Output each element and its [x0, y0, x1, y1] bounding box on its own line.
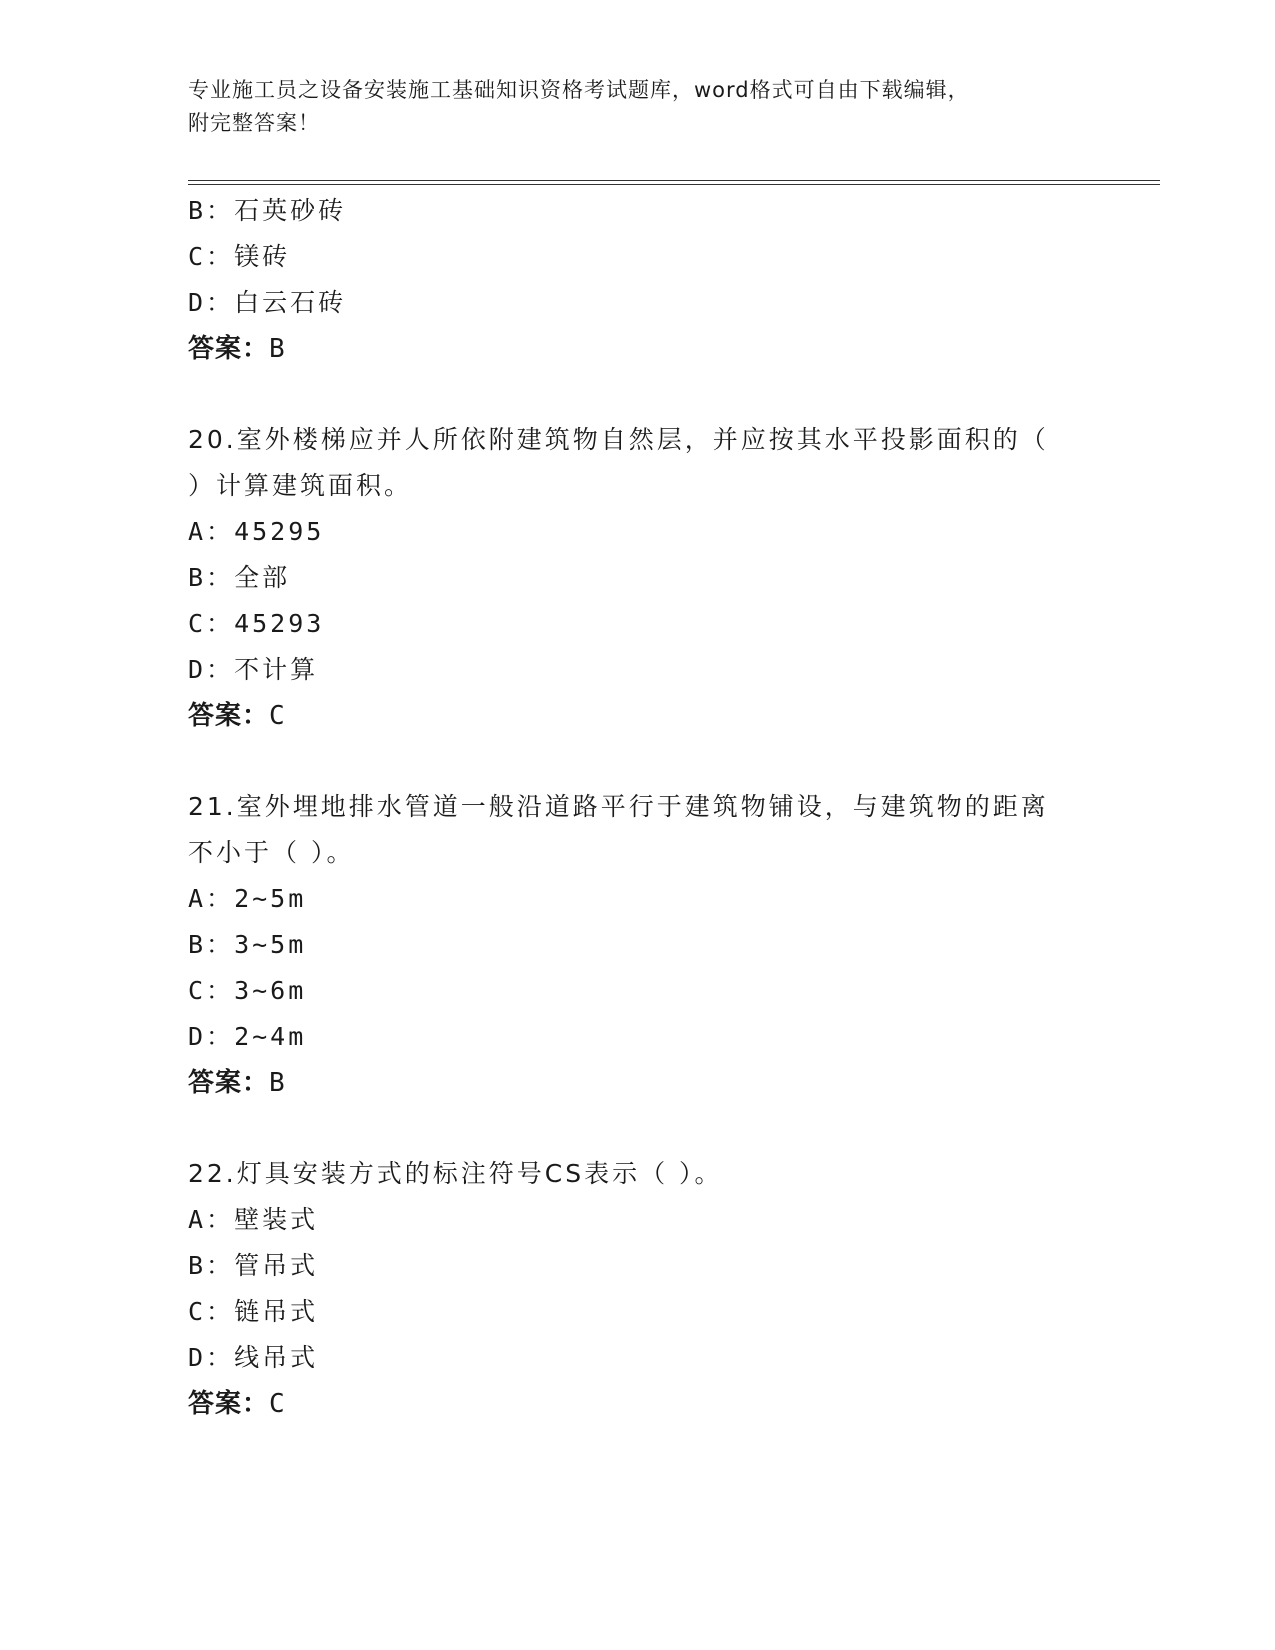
question-list [188, 188, 1108, 1427]
header-divider-top [188, 180, 1160, 181]
question-stem-line-2: ）计算建筑面积。 [188, 471, 413, 500]
question-21 [188, 784, 1108, 1106]
option-c: C：3~6m [188, 976, 307, 1005]
question-19-partial [188, 188, 1108, 372]
question-stem-line-1: 21.室外埋地排水管道一般沿道路平行于建筑物铺设，与建筑物的距离 [188, 792, 1049, 821]
option-d: D：不计算 [188, 655, 319, 684]
option-a: A：壁装式 [188, 1205, 319, 1234]
header-line-2: 附完整答案！ [188, 111, 320, 135]
question-22 [188, 1151, 1108, 1427]
answer: 答案：C [188, 701, 286, 731]
header-divider-bottom [188, 184, 1160, 185]
option-d: D：2~4m [188, 1022, 307, 1051]
option-a: A：45295 [188, 517, 325, 546]
header-line-1: 专业施工员之设备安装施工基础知识资格考试题库，word格式可自由下载编辑， [188, 78, 970, 102]
question-stem-line-1: 22.灯具安装方式的标注符号CS表示（ ）。 [188, 1159, 723, 1188]
question-20 [188, 417, 1108, 739]
question-stem-line-1: 20.室外楼梯应并人所依附建筑物自然层，并应按其水平投影面积的（ [188, 425, 1049, 454]
option-d: D：白云石砖 [188, 288, 347, 317]
option-d: D：线吊式 [188, 1343, 319, 1372]
option-c: C：链吊式 [188, 1297, 319, 1326]
option-c: C：45293 [188, 609, 325, 638]
option-b: B：管吊式 [188, 1251, 319, 1280]
answer: 答案：B [188, 334, 286, 364]
option-a: A：2~5m [188, 884, 307, 913]
option-b: B：石英砂砖 [188, 196, 347, 225]
answer: 答案：B [188, 1068, 286, 1098]
option-c: C：镁砖 [188, 242, 291, 271]
question-stem-line-2: 不小于（ ）。 [188, 838, 355, 867]
answer: 答案：C [188, 1389, 286, 1419]
option-b: B：全部 [188, 563, 291, 592]
option-b: B：3~5m [188, 930, 307, 959]
document-header [188, 74, 1088, 140]
